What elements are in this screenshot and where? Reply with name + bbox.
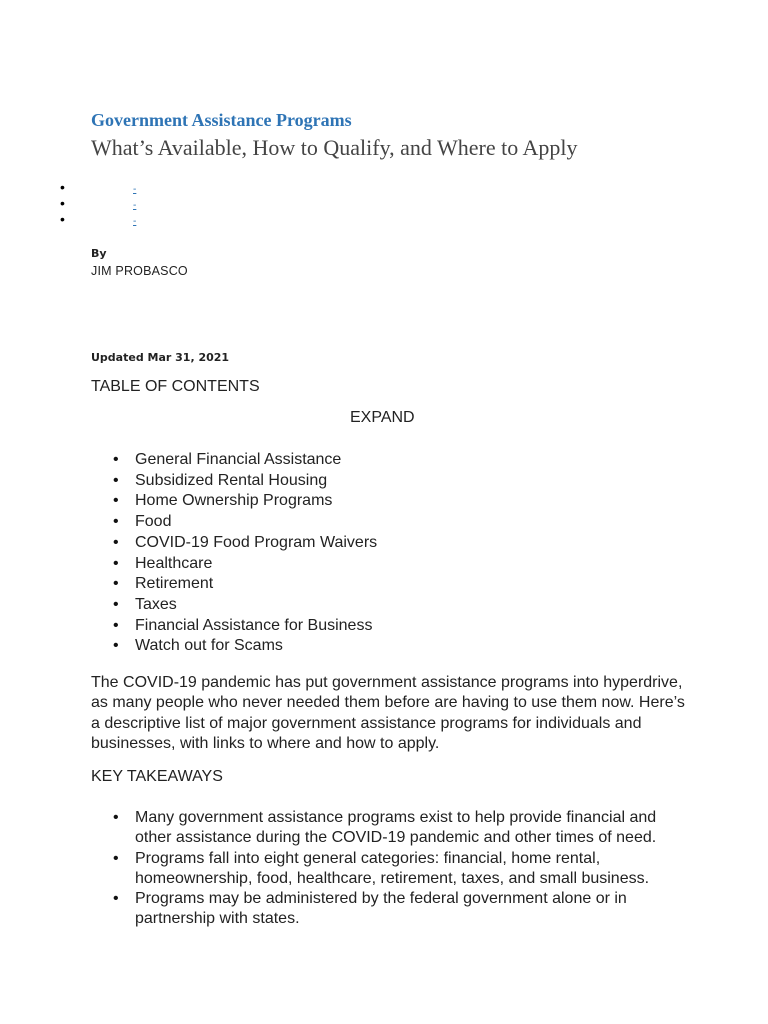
toc-item[interactable]: • Subsidized Rental Housing: [113, 471, 377, 492]
toc-item[interactable]: • Taxes: [113, 595, 377, 616]
toc-item[interactable]: • Financial Assistance for Business: [113, 616, 377, 637]
toc-list: [113, 450, 377, 657]
byline-label: By: [91, 247, 107, 260]
author-name[interactable]: JIM PROBASCO: [91, 264, 188, 278]
key-takeaways-list: [113, 808, 683, 930]
toc-expand-button[interactable]: EXPAND: [350, 409, 415, 426]
article-subtitle: What’s Available, How to Qualify, and Where to Apply: [91, 135, 578, 160]
key-takeaway-item: • Programs may be administered by the federal government alone or in partnership with states.: [113, 889, 683, 930]
intro-paragraph: The COVID-19 pandemic has put government assistance programs into hyperdrive, as many people who never needed them before are having to use them now. Here’s a descriptive list of major government assistance programs for individuals and businesses, with links to where and how to apply.: [91, 674, 685, 752]
toc-heading: TABLE OF CONTENTS: [91, 378, 260, 395]
bullet-icon: •: [60, 195, 65, 211]
toc-item[interactable]: • COVID-19 Food Program Waivers: [113, 533, 377, 554]
bullet-icon: •: [60, 179, 65, 195]
key-takeaways-heading: KEY TAKEAWAYS: [91, 768, 223, 785]
toc-item[interactable]: • Home Ownership Programs: [113, 491, 377, 512]
toc-item[interactable]: • Food: [113, 512, 377, 533]
toc-item[interactable]: • Watch out for Scams: [113, 636, 377, 657]
share-link[interactable]: -: [133, 216, 137, 227]
toc-item[interactable]: • General Financial Assistance: [113, 450, 377, 471]
toc-item[interactable]: • Retirement: [113, 574, 377, 595]
article-title: Government Assistance Programs: [91, 110, 352, 130]
share-link[interactable]: -: [133, 184, 137, 195]
updated-date: Updated Mar 31, 2021: [91, 351, 230, 364]
key-takeaway-item: • Programs fall into eight general categories: financial, home rental, homeownership, food, healthcare, retirement, taxes, and small business.: [113, 849, 683, 890]
toc-item[interactable]: • Healthcare: [113, 554, 377, 575]
key-takeaway-item: • Many government assistance programs exist to help provide financial and other assistance during the COVID-19 pandemic and other times of need.: [113, 808, 683, 849]
share-link[interactable]: -: [133, 200, 137, 211]
bullet-icon: •: [60, 211, 65, 227]
